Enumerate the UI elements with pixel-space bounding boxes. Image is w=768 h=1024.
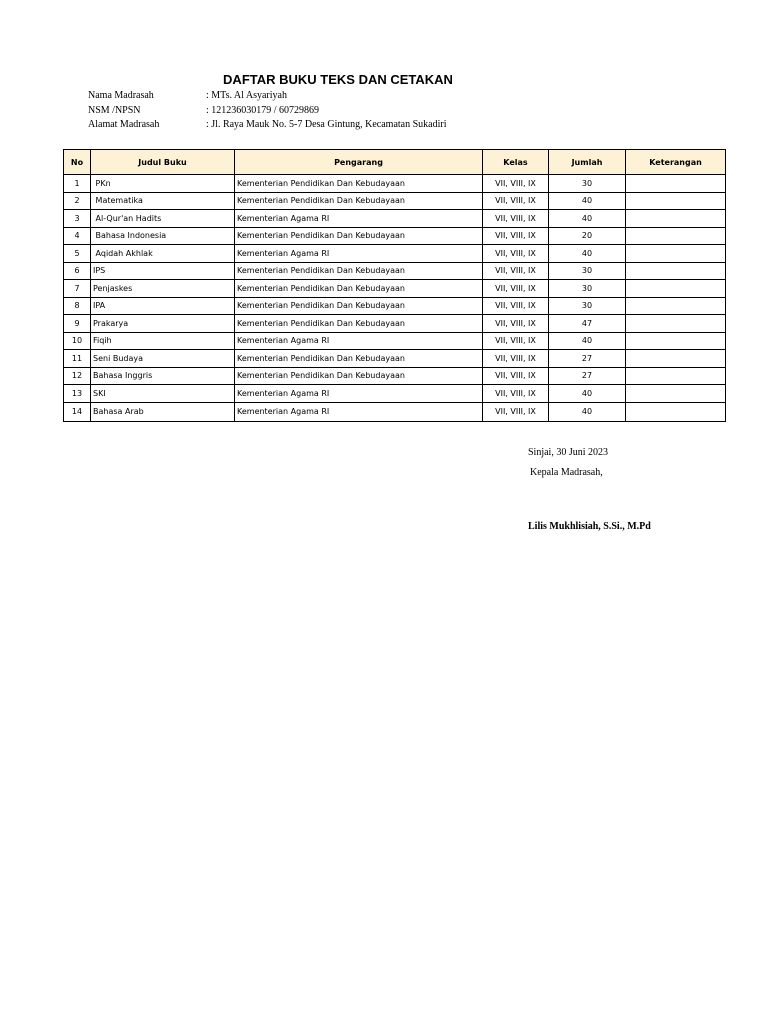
cell-kelas: VII, VIII, IX: [483, 350, 549, 368]
cell-jumlah: 30: [549, 262, 626, 280]
cell-no: 10: [64, 332, 91, 350]
cell-no: 12: [64, 367, 91, 385]
cell-judul-buku: Matematika: [91, 192, 235, 210]
cell-jumlah: 47: [549, 315, 626, 333]
cell-no: 14: [64, 402, 91, 421]
cell-judul-buku: Prakarya: [91, 315, 235, 333]
cell-no: 6: [64, 262, 91, 280]
table-row: [64, 367, 726, 385]
cell-kelas: VII, VIII, IX: [483, 245, 549, 263]
cell-pengarang: Kementerian Agama RI: [235, 385, 483, 403]
table-row: [64, 315, 726, 333]
cell-jumlah: 30: [549, 280, 626, 298]
cell-no: 11: [64, 350, 91, 368]
cell-keterangan: [626, 350, 726, 368]
cell-jumlah: 40: [549, 210, 626, 228]
info-value: : MTs. Al Asyariyah: [206, 90, 287, 101]
cell-judul-buku: SKI: [91, 385, 235, 403]
cell-kelas: VII, VIII, IX: [483, 280, 549, 298]
cell-jumlah: 40: [549, 332, 626, 350]
cell-judul-buku: IPA: [91, 297, 235, 315]
cell-judul-buku: Bahasa Arab: [91, 402, 235, 421]
book-table: [63, 149, 726, 422]
cell-kelas: VII, VIII, IX: [483, 192, 549, 210]
cell-no: 1: [64, 175, 91, 193]
cell-no: 13: [64, 385, 91, 403]
cell-no: 8: [64, 297, 91, 315]
table-row: [64, 385, 726, 403]
cell-jumlah: 30: [549, 175, 626, 193]
cell-pengarang: Kementerian Agama RI: [235, 402, 483, 421]
cell-pengarang: Kementerian Pendidikan Dan Kebudayaan: [235, 367, 483, 385]
cell-keterangan: [626, 192, 726, 210]
cell-pengarang: Kementerian Pendidikan Dan Kebudayaan: [235, 262, 483, 280]
cell-pengarang: Kementerian Pendidikan Dan Kebudayaan: [235, 227, 483, 245]
document-title: DAFTAR BUKU TEKS DAN CETAKAN: [223, 72, 453, 87]
cell-no: 7: [64, 280, 91, 298]
table-row: [64, 192, 726, 210]
cell-keterangan: [626, 385, 726, 403]
cell-jumlah: 40: [549, 385, 626, 403]
header-no: No: [64, 150, 91, 175]
cell-keterangan: [626, 367, 726, 385]
cell-jumlah: 40: [549, 402, 626, 421]
cell-no: 4: [64, 227, 91, 245]
cell-pengarang: Kementerian Pendidikan Dan Kebudayaan: [235, 315, 483, 333]
cell-judul-buku: Bahasa Indonesia: [91, 227, 235, 245]
info-label: Nama Madrasah: [88, 90, 154, 101]
cell-keterangan: [626, 227, 726, 245]
cell-jumlah: 27: [549, 367, 626, 385]
cell-pengarang: Kementerian Agama RI: [235, 332, 483, 350]
cell-kelas: VII, VIII, IX: [483, 210, 549, 228]
school-info: [88, 89, 447, 133]
info-row-nama: [88, 89, 447, 104]
cell-judul-buku: IPS: [91, 262, 235, 280]
cell-pengarang: Kementerian Agama RI: [235, 245, 483, 263]
header-keterangan: Keterangan: [626, 150, 726, 175]
cell-jumlah: 40: [549, 245, 626, 263]
info-label: Alamat Madrasah: [88, 119, 160, 130]
cell-keterangan: [626, 245, 726, 263]
table-row: [64, 245, 726, 263]
signature-role: Kepala Madrasah,: [530, 467, 603, 478]
table-row: [64, 175, 726, 193]
cell-kelas: VII, VIII, IX: [483, 227, 549, 245]
cell-keterangan: [626, 280, 726, 298]
cell-jumlah: 30: [549, 297, 626, 315]
cell-keterangan: [626, 262, 726, 280]
cell-judul-buku: Penjaskes: [91, 280, 235, 298]
cell-jumlah: 20: [549, 227, 626, 245]
cell-pengarang: Kementerian Agama RI: [235, 210, 483, 228]
info-label: NSM /NPSN: [88, 104, 141, 116]
cell-keterangan: [626, 297, 726, 315]
signature-place-date: Sinjai, 30 Juni 2023: [528, 447, 609, 458]
cell-kelas: VII, VIII, IX: [483, 332, 549, 350]
info-value: : Jl. Raya Mauk No. 5-7 Desa Gintung, Kecamatan Sukadiri: [206, 119, 447, 130]
header-pengarang: Pengarang: [235, 150, 483, 175]
cell-judul-buku: Aqidah Akhlak: [91, 245, 235, 263]
cell-kelas: VII, VIII, IX: [483, 297, 549, 315]
table-body: [64, 175, 726, 422]
cell-no: 9: [64, 315, 91, 333]
cell-keterangan: [626, 175, 726, 193]
header-jumlah: Jumlah: [549, 150, 626, 175]
info-row-alamat: [88, 118, 447, 133]
table-row: [64, 227, 726, 245]
table-row: [64, 402, 726, 421]
cell-kelas: VII, VIII, IX: [483, 315, 549, 333]
table-row: [64, 332, 726, 350]
cell-judul-buku: PKn: [91, 175, 235, 193]
cell-jumlah: 40: [549, 192, 626, 210]
cell-keterangan: [626, 210, 726, 228]
cell-kelas: VII, VIII, IX: [483, 262, 549, 280]
cell-kelas: VII, VIII, IX: [483, 175, 549, 193]
cell-judul-buku: Seni Budaya: [91, 350, 235, 368]
cell-kelas: VII, VIII, IX: [483, 367, 549, 385]
cell-keterangan: [626, 402, 726, 421]
cell-judul-buku: Bahasa Inggris: [91, 367, 235, 385]
cell-kelas: VII, VIII, IX: [483, 402, 549, 421]
cell-jumlah: 27: [549, 350, 626, 368]
header-kelas: Kelas: [483, 150, 549, 175]
cell-pengarang: Kementerian Pendidikan Dan Kebudayaan: [235, 297, 483, 315]
cell-pengarang: Kementerian Pendidikan Dan Kebudayaan: [235, 350, 483, 368]
table-row: [64, 297, 726, 315]
cell-no: 5: [64, 245, 91, 263]
cell-no: 3: [64, 210, 91, 228]
cell-keterangan: [626, 332, 726, 350]
cell-judul-buku: Al-Qur'an Hadits: [91, 210, 235, 228]
signature-name: Lilis Mukhlisiah, S.Si., M.Pd: [528, 521, 651, 532]
table-row: [64, 210, 726, 228]
cell-pengarang: Kementerian Pendidikan Dan Kebudayaan: [235, 175, 483, 193]
table-row: [64, 262, 726, 280]
info-value: : 121236030179 / 60729869: [206, 104, 320, 116]
table-header-row: [64, 150, 726, 175]
cell-no: 2: [64, 192, 91, 210]
table-row: [64, 280, 726, 298]
header-judul-buku: Judul Buku: [91, 150, 235, 175]
cell-judul-buku: Fiqih: [91, 332, 235, 350]
table-row: [64, 350, 726, 368]
cell-keterangan: [626, 315, 726, 333]
cell-pengarang: Kementerian Pendidikan Dan Kebudayaan: [235, 192, 483, 210]
info-row-nsm: [88, 104, 447, 119]
cell-pengarang: Kementerian Pendidikan Dan Kebudayaan: [235, 280, 483, 298]
cell-kelas: VII, VIII, IX: [483, 385, 549, 403]
